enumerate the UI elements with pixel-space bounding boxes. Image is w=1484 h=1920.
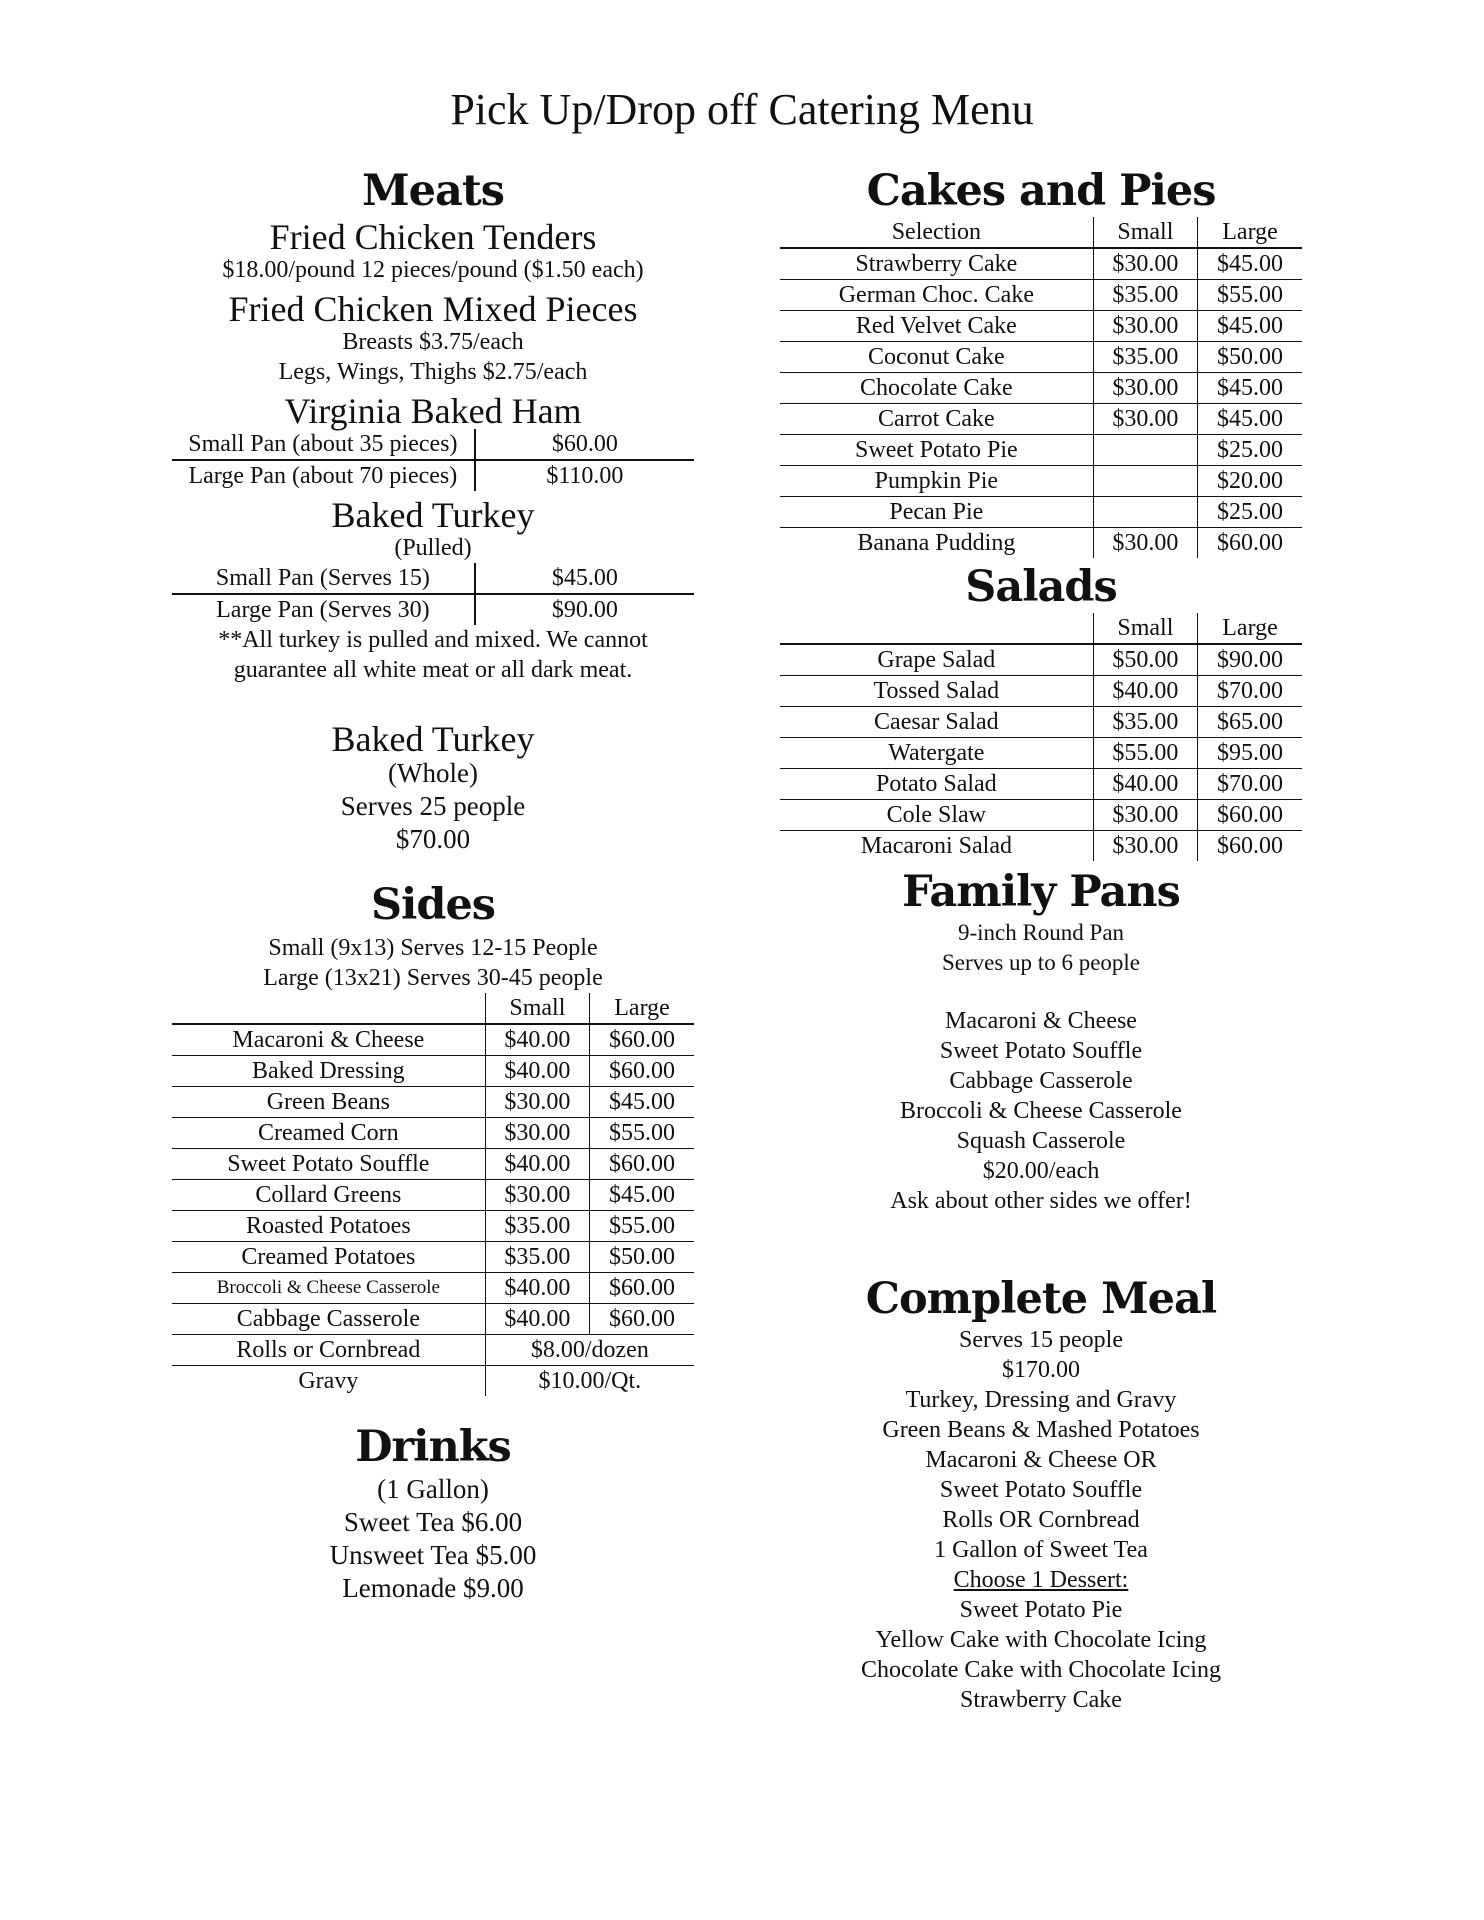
family-heading: Family Pans (902, 867, 1180, 917)
cakes-table (780, 217, 1302, 558)
table-row (172, 460, 694, 491)
col-small: Small (1093, 613, 1197, 644)
right-column (780, 166, 1302, 1715)
mixed-line-1: Breasts $3.75/each (342, 329, 524, 355)
salad-small: $30.00 (1093, 800, 1197, 831)
dessert-item: Chocolate Cake with Chocolate Icing (861, 1657, 1221, 1683)
family-item: Cabbage Casserole (949, 1068, 1133, 1094)
cakes-heading: Cakes and Pies (866, 166, 1216, 216)
dessert-item: Yellow Cake with Chocolate Icing (875, 1627, 1207, 1653)
side-name: Green Beans (172, 1087, 485, 1118)
table-row (780, 738, 1302, 769)
salad-large: $65.00 (1198, 707, 1302, 738)
salad-name: Macaroni Salad (860, 833, 1012, 859)
table-header-row (780, 613, 1302, 644)
cake-name: Coconut Cake (780, 342, 1093, 373)
cake-large: $25.00 (1198, 435, 1302, 466)
side-large: $45.00 (590, 1087, 694, 1118)
ham-title: Virginia Baked Ham (284, 391, 582, 431)
table-row (172, 429, 694, 460)
side-name: Cabbage Casserole (172, 1304, 485, 1335)
cake-large: $45.00 (1198, 311, 1302, 342)
side-name: Macaroni & Cheese (172, 1024, 485, 1056)
side-large: $60.00 (590, 1056, 694, 1087)
family-note: Ask about other sides we offer! (890, 1188, 1192, 1214)
table-row (780, 769, 1302, 800)
cake-small (1093, 466, 1197, 497)
drinks-unit: (1 Gallon) (377, 1474, 489, 1504)
col-small: Small (485, 993, 589, 1024)
table-row (780, 435, 1302, 466)
salad-large: $60.00 (1198, 800, 1302, 831)
page-title: Pick Up/Drop off Catering Menu (450, 85, 1034, 134)
table-row (780, 404, 1302, 435)
dessert-label: Choose 1 Dessert: (953, 1567, 1129, 1593)
turkey-sub: (Pulled) (394, 535, 472, 561)
cake-name: German Choc. Cake (780, 280, 1093, 311)
table-row (780, 342, 1302, 373)
cake-name: Red Velvet Cake (780, 311, 1093, 342)
col-selection: Selection (780, 217, 1093, 248)
family-item: Sweet Potato Souffle (939, 1038, 1143, 1064)
table-row (172, 594, 694, 625)
cake-large: $20.00 (1198, 466, 1302, 497)
table-row (780, 707, 1302, 738)
sides-heading: Sides (370, 880, 496, 930)
cake-small: $30.00 (1093, 528, 1197, 559)
col-large: Large (590, 993, 694, 1024)
complete-line: Sweet Potato Souffle (939, 1477, 1143, 1503)
cake-large: $55.00 (1198, 280, 1302, 311)
side-name: Sweet Potato Souffle (172, 1149, 485, 1180)
ham-table (172, 429, 694, 491)
cake-name: Banana Pudding (857, 530, 1016, 556)
cake-small: $30.00 (1093, 311, 1197, 342)
salad-name: Tossed Salad (780, 676, 1093, 707)
table-row (172, 1242, 694, 1273)
side-small: $40.00 (485, 1304, 589, 1335)
side-small: $30.00 (485, 1087, 589, 1118)
table-row (780, 831, 1302, 862)
table-row (172, 1024, 694, 1056)
side-large: $45.00 (590, 1180, 694, 1211)
table-row (780, 311, 1302, 342)
salads-table (780, 613, 1302, 861)
complete-line: Rolls OR Cornbread (942, 1507, 1140, 1533)
complete-line: Green Beans & Mashed Potatoes (882, 1417, 1200, 1443)
family-price: $20.00/each (982, 1158, 1100, 1184)
turkey-title: Baked Turkey (331, 495, 535, 535)
dessert-item: Sweet Potato Pie (959, 1597, 1123, 1623)
family-pan-size: 9-inch Round Pan (957, 920, 1125, 945)
table-header-row (780, 217, 1302, 248)
family-item: Macaroni & Cheese (945, 1008, 1137, 1034)
rolls-name: Rolls or Cornbread (172, 1335, 485, 1366)
side-small: $30.00 (485, 1180, 589, 1211)
salad-large: $90.00 (1198, 644, 1302, 676)
family-serves: Serves up to 6 people (941, 950, 1140, 975)
salad-large: $95.00 (1198, 738, 1302, 769)
side-small: $35.00 (485, 1242, 589, 1273)
tenders-title: Fried Chicken Tenders (269, 217, 597, 257)
sides-large-info: Large (13x21) Serves 30-45 people (263, 965, 603, 991)
table-row (780, 528, 1302, 559)
cake-name: Chocolate Cake (780, 373, 1093, 404)
table-row (172, 1304, 694, 1335)
table-row (172, 1087, 694, 1118)
side-name: Creamed Corn (172, 1118, 485, 1149)
salad-small: $50.00 (1093, 644, 1197, 676)
family-item: Broccoli & Cheese Casserole (900, 1098, 1182, 1124)
salad-large: $70.00 (1198, 676, 1302, 707)
turkey-table (172, 563, 694, 625)
side-name: Baked Dressing (172, 1056, 485, 1087)
side-name: Broccoli & Cheese Casserole (172, 1273, 485, 1304)
table-row (780, 248, 1302, 280)
side-small: $30.00 (485, 1118, 589, 1149)
side-large: $60.00 (590, 1273, 694, 1304)
mixed-line-2: Legs, Wings, Thighs $2.75/each (278, 359, 588, 385)
cake-small: $35.00 (1093, 280, 1197, 311)
turkey-note-2: guarantee all white meat or all dark meat. (233, 657, 633, 683)
table-row (172, 1149, 694, 1180)
table-row (172, 1056, 694, 1087)
col-small: Small (1093, 217, 1197, 248)
whole-turkey-title: Baked Turkey (331, 719, 535, 759)
ham-price: $110.00 (546, 463, 624, 489)
table-row (780, 497, 1302, 528)
cake-name: Pecan Pie (780, 497, 1093, 528)
col-large: Large (1198, 217, 1302, 248)
cake-large: $45.00 (1198, 404, 1302, 435)
table-row (780, 800, 1302, 831)
turkey-price: $45.00 (475, 563, 694, 594)
rolls-price: $8.00/dozen (485, 1335, 694, 1366)
cake-name: Carrot Cake (780, 404, 1093, 435)
left-column (172, 166, 694, 1605)
cake-small: $30.00 (1093, 404, 1197, 435)
complete-line: 1 Gallon of Sweet Tea (934, 1537, 1148, 1563)
sides-small-info: Small (9x13) Serves 12-15 People (268, 935, 598, 961)
complete-line: $170.00 (1002, 1357, 1080, 1383)
side-large: $50.00 (590, 1242, 694, 1273)
cake-name: Sweet Potato Pie (780, 435, 1093, 466)
whole-turkey-price: $70.00 (395, 824, 471, 854)
cake-name: Strawberry Cake (780, 248, 1093, 280)
side-name: Creamed Potatoes (172, 1242, 485, 1273)
turkey-size: Small Pan (Serves 15) (172, 563, 475, 594)
side-small: $40.00 (485, 1056, 589, 1087)
family-item: Squash Casserole (956, 1128, 1126, 1154)
cake-large: $25.00 (1198, 497, 1302, 528)
side-small: $40.00 (485, 1149, 589, 1180)
turkey-size: Large Pan (Serves 30) (172, 594, 475, 625)
table-row (172, 1211, 694, 1242)
mixed-title: Fried Chicken Mixed Pieces (228, 289, 638, 329)
side-large: $55.00 (590, 1211, 694, 1242)
ham-price: $60.00 (475, 429, 694, 460)
salad-name: Potato Salad (780, 769, 1093, 800)
drink-item: Lemonade $9.00 (342, 1573, 524, 1603)
side-large: $60.00 (590, 1024, 694, 1056)
cake-small (1093, 435, 1197, 466)
gravy-name: Gravy (172, 1366, 485, 1397)
dessert-item: Strawberry Cake (960, 1687, 1122, 1713)
table-row (780, 466, 1302, 497)
sides-table (172, 993, 694, 1396)
table-row (780, 373, 1302, 404)
table-row (780, 280, 1302, 311)
tenders-price: $18.00/pound 12 pieces/pound ($1.50 each) (222, 257, 644, 283)
cake-large: $60.00 (1217, 530, 1284, 556)
gravy-price: $10.00/Qt. (538, 1368, 642, 1394)
table-row (780, 676, 1302, 707)
table-row (172, 1366, 694, 1397)
cake-small (1093, 497, 1197, 528)
table-header-row (172, 993, 694, 1024)
table-row (172, 1180, 694, 1211)
side-large: $60.00 (590, 1304, 694, 1335)
side-small: $40.00 (485, 1024, 589, 1056)
side-small: $35.00 (485, 1211, 589, 1242)
salad-small: $40.00 (1093, 769, 1197, 800)
meats-heading: Meats (362, 166, 504, 216)
whole-turkey-serves: Serves 25 people (340, 791, 526, 821)
side-name: Roasted Potatoes (172, 1211, 485, 1242)
table-row (780, 644, 1302, 676)
salad-large: $60.00 (1217, 833, 1284, 859)
salads-heading: Salads (965, 562, 1117, 612)
col-large: Large (1198, 613, 1302, 644)
salad-small: $55.00 (1093, 738, 1197, 769)
table-row (172, 1335, 694, 1366)
side-small: $40.00 (485, 1273, 589, 1304)
cake-small: $35.00 (1093, 342, 1197, 373)
complete-line: Serves 15 people (959, 1327, 1123, 1353)
table-row (172, 563, 694, 594)
turkey-note-1: **All turkey is pulled and mixed. We cannot (218, 627, 648, 653)
cake-large: $45.00 (1198, 248, 1302, 280)
drink-item: Sweet Tea $6.00 (343, 1507, 523, 1537)
salad-name: Watergate (780, 738, 1093, 769)
complete-line: Turkey, Dressing and Gravy (905, 1387, 1177, 1413)
cake-name: Pumpkin Pie (780, 466, 1093, 497)
salad-small: $35.00 (1093, 707, 1197, 738)
salad-name: Cole Slaw (780, 800, 1093, 831)
salad-name: Grape Salad (780, 644, 1093, 676)
table-row (172, 1273, 694, 1304)
side-large: $60.00 (590, 1149, 694, 1180)
salad-small: $30.00 (1093, 831, 1197, 862)
whole-turkey-sub: (Whole) (388, 758, 478, 788)
cake-large: $45.00 (1198, 373, 1302, 404)
complete-line: Macaroni & Cheese OR (925, 1447, 1157, 1473)
drinks-heading: Drinks (355, 1422, 511, 1472)
salad-name: Caesar Salad (780, 707, 1093, 738)
cake-small: $30.00 (1093, 373, 1197, 404)
salad-small: $40.00 (1093, 676, 1197, 707)
complete-heading: Complete Meal (865, 1274, 1217, 1324)
cake-large: $50.00 (1198, 342, 1302, 373)
drink-item: Unsweet Tea $5.00 (329, 1540, 537, 1570)
ham-size: Small Pan (about 35 pieces) (172, 429, 475, 460)
table-row (172, 1118, 694, 1149)
ham-size: Large Pan (about 70 pieces) (172, 460, 475, 491)
turkey-price: $90.00 (551, 597, 618, 623)
cake-small: $30.00 (1093, 248, 1197, 280)
side-large: $55.00 (590, 1118, 694, 1149)
side-name: Collard Greens (172, 1180, 485, 1211)
salad-large: $70.00 (1198, 769, 1302, 800)
